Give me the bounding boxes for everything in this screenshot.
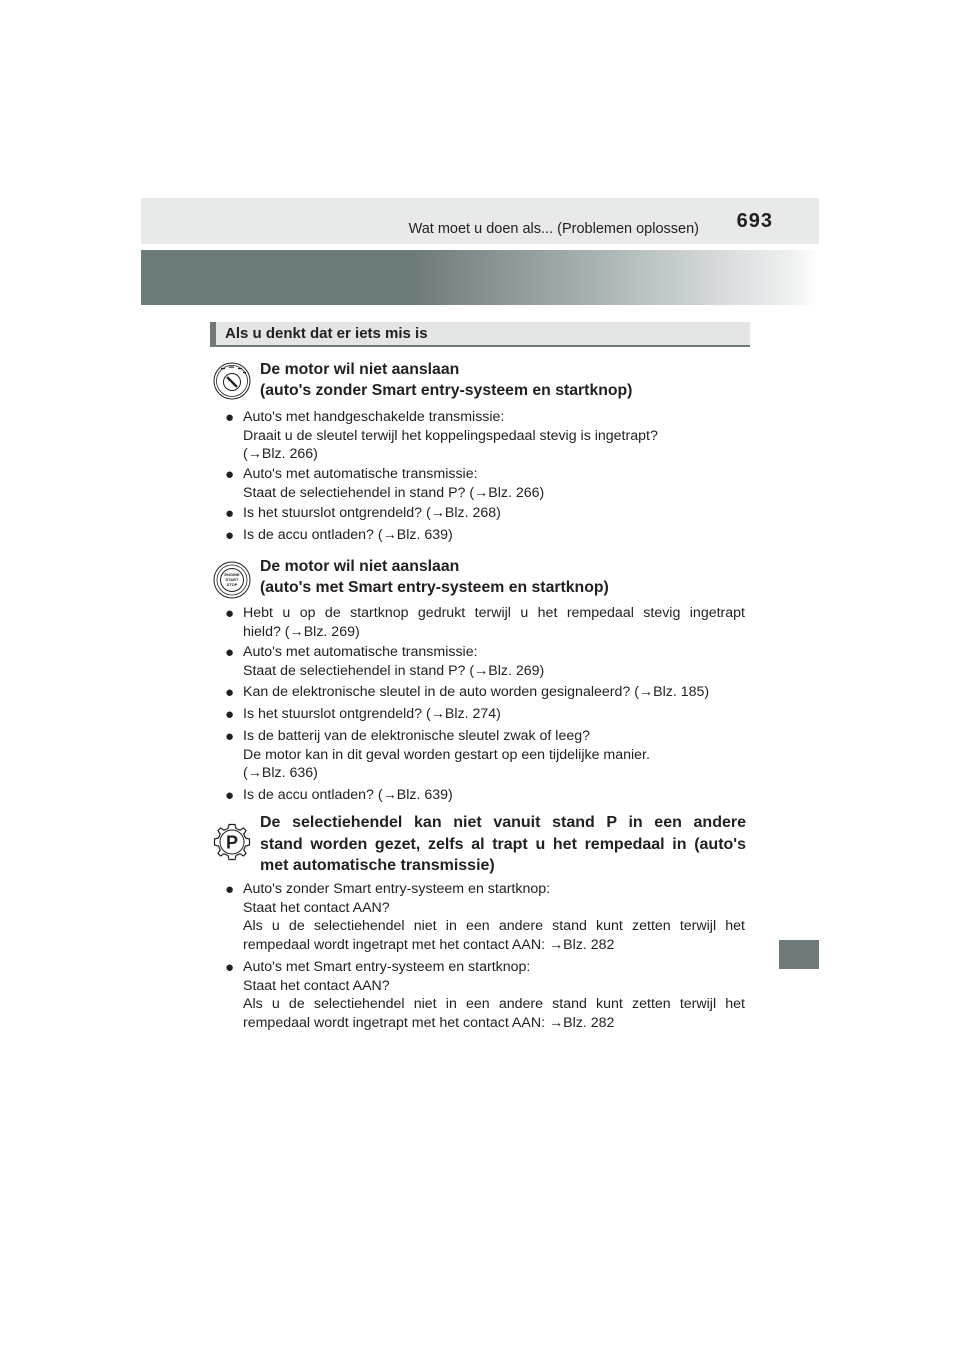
list-item: ● Is de accu ontladen? (→Blz. 639) [225,527,453,544]
bullet-icon: ● [225,527,235,544]
list-item: ● Is de accu ontladen? (→Blz. 639) [225,787,453,804]
question-title: De selectiehendel kan niet vanuit stand P in een andere stand worden gezet, zelfs al trapt u het rempedaal in (auto's met automatische transmissie) [260,814,746,874]
section-heading-bar [210,322,750,347]
engine-start-stop-button-icon [213,561,251,599]
list-item: ● Kan de elektronische sleutel in de auto worden gesignaleerd? (→Blz. 185) [225,684,710,701]
icon-label-start: START [225,577,239,582]
list-item: ● Auto's met automatische transmissie: Staat de selectiehendel in stand P? (→Blz. 266) [225,466,545,501]
bullet-icon: ● [225,644,235,661]
icon-label-engine: ENGINE [224,572,240,577]
bullet-icon: ● [225,959,235,976]
list-item: ● Auto's met Smart entry-systeem en startknop: Staat het contact AAN? Als u de selectiehendel niet in een andere stand kunt zetten terwijl het rempedaal wordt ingetrapt met het contact AAN: →Blz. 282 [225,959,745,1031]
list-item: ● Auto's zonder Smart entry-systeem en startknop: Staat het contact AAN? Als u de selectiehendel niet in een andere stand kunt zetten terwijl het rempedaal wordt ingetrapt met het contact AAN: →Blz. 282 [225,881,745,953]
page-number: 693 [736,210,773,232]
page-header [141,198,819,244]
bullet-icon: ● [225,505,235,522]
bullet-icon: ● [225,605,235,622]
icon-label-stop: STOP [226,582,238,587]
list-item: ● Is het stuurslot ontgrendeld? (→Blz. 268) [225,505,501,522]
list-item: ● Is de batterij van de elektronische sleutel zwak of leeg? De motor kan in dit geval worden gestart op een tijdelijke manier. (→Blz. 636) [225,728,650,782]
bullet-icon: ● [225,466,235,483]
bullet-icon: ● [225,684,235,701]
p-gear-indicator-icon [213,823,251,861]
question-title: De motor wil niet aanslaan (auto's met Smart entry-systeem en startknop) [260,558,609,596]
bullet-icon: ● [225,728,235,745]
ignition-key-switch-icon [213,362,251,400]
bullet-icon: ● [225,409,235,426]
chapter-side-tab [779,940,819,969]
header-title: Wat moet u doen als... (Problemen oplossen) [408,221,699,237]
bullet-icon: ● [225,787,235,804]
list-item: ● Auto's met automatische transmissie: Staat de selectiehendel in stand P? (→Blz. 269) [225,644,545,679]
list-item: ● Hebt u op de startknop gedrukt terwijl u het rempedaal stevig ingetrapt hield? (→Blz. 269) [225,605,745,640]
list-item: ● Auto's met handgeschakelde transmissie: Draait u de sleutel terwijl het koppelingspedaal stevig is ingetrapt? (→Blz. 266) [225,409,658,463]
bullet-icon: ● [225,706,235,723]
icon-label-p: P [225,832,239,853]
question-title: De motor wil niet aanslaan (auto's zonder Smart entry-systeem en startknop) [260,361,633,399]
chapter-band [141,250,819,305]
bullet-icon: ● [225,881,235,898]
section-title: Als u denkt dat er iets mis is [225,325,428,342]
list-item: ● Is het stuurslot ontgrendeld? (→Blz. 274) [225,706,501,723]
